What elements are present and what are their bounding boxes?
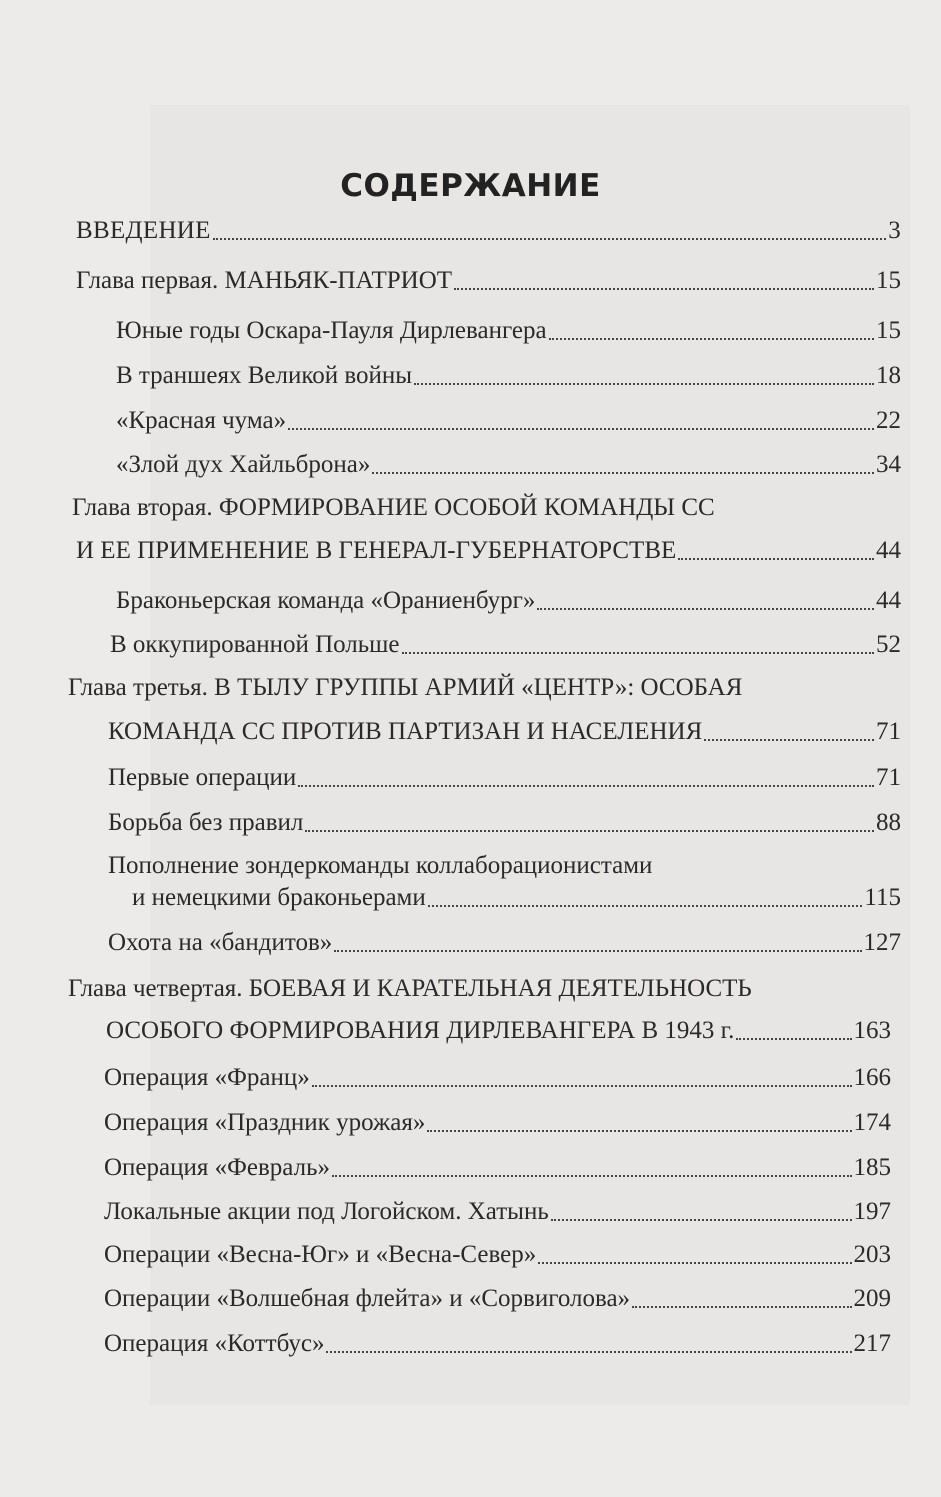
toc-entry-section — [104, 1063, 891, 1093]
leader-dots — [704, 739, 874, 741]
toc-entry-section — [116, 450, 901, 480]
toc-entry-section — [104, 1197, 891, 1227]
toc-page-number: 197 — [853, 1198, 891, 1225]
toc-entry-text: Операции «Весна-Юг» и «Весна-Север» — [104, 1241, 537, 1268]
toc-entry-text: Локальные акции под Логойском. Хатынь — [104, 1198, 549, 1225]
toc-entry-section — [110, 630, 901, 660]
leader-dots — [298, 785, 874, 787]
toc-entry-text: В траншеях Великой войны — [116, 362, 413, 389]
toc-entry-text: И ЕЕ ПРИМЕНЕНИЕ В ГЕНЕРАЛ-ГУБЕРНАТОРСТВЕ — [76, 537, 677, 564]
toc-page-number: 52 — [876, 631, 901, 658]
toc-entry-text: и немецкими браконьерами — [132, 884, 426, 911]
toc-page-number: 127 — [863, 929, 901, 956]
toc-page-number: 22 — [876, 407, 901, 434]
toc-entry-chapter-3 — [108, 717, 901, 747]
leader-dots — [305, 830, 874, 832]
toc-chapter-2-line-1: Глава вторая. ФОРМИРОВАНИЕ ОСОБОЙ КОМАНДЫ СС — [72, 494, 715, 521]
toc-entry-section — [104, 1153, 891, 1183]
leader-dots — [736, 1038, 851, 1040]
leader-dots — [402, 652, 874, 654]
toc-entry-text: ВВЕДЕНИЕ — [76, 217, 211, 244]
toc-page-number: 15 — [876, 317, 901, 344]
toc-entry-chapter-2 — [76, 536, 901, 566]
toc-entry-text: «Злой дух Хайльброна» — [116, 451, 371, 478]
toc-page-number: 203 — [853, 1241, 891, 1268]
leader-dots — [312, 1085, 852, 1087]
leader-dots — [332, 1175, 852, 1177]
toc-page-number: 3 — [888, 217, 901, 244]
toc-entry-section — [104, 1240, 891, 1270]
toc-page-number: 88 — [876, 809, 901, 836]
toc-entry-section — [132, 883, 901, 913]
page-title: СОДЕРЖАНИЕ — [340, 168, 601, 204]
toc-page-number: 163 — [853, 1017, 891, 1044]
toc-page-number: 15 — [876, 267, 901, 294]
toc-entry-section — [108, 928, 901, 958]
toc-entry-section — [116, 586, 901, 616]
toc-entry-text: Юные годы Оскара-Пауля Дирлевангера — [116, 317, 547, 344]
toc-entry-text: Глава первая. МАНЬЯК-ПАТРИОТ — [76, 267, 453, 294]
toc-entry-text: Операция «Коттбус» — [104, 1330, 325, 1357]
leader-dots — [549, 338, 874, 340]
toc-entry-text: Борьба без правил — [108, 809, 304, 836]
toc-entry-section — [108, 808, 901, 838]
toc-page-number: 34 — [876, 451, 901, 478]
toc-entry-section — [104, 1329, 891, 1359]
toc-page-number: 174 — [853, 1109, 891, 1136]
leader-dots — [334, 950, 861, 952]
leader-dots — [427, 1130, 851, 1132]
leader-dots — [632, 1306, 851, 1308]
toc-entry-text: Операция «Февраль» — [104, 1154, 330, 1181]
toc-entry-introduction — [76, 216, 901, 246]
leader-dots — [538, 1262, 851, 1264]
toc-entry-text: Операция «Франц» — [104, 1064, 310, 1091]
leader-dots — [454, 288, 874, 290]
toc-entry-text: «Красная чума» — [116, 407, 287, 434]
toc-entry-text: ОСОБОГО ФОРМИРОВАНИЯ ДИРЛЕВАНГЕРА В 1943 г. — [106, 1017, 735, 1044]
toc-entry-section — [108, 763, 901, 793]
toc-entry-text: КОМАНДА СС ПРОТИВ ПАРТИЗАН И НАСЕЛЕНИЯ — [108, 718, 703, 745]
toc-entry-text: Охота на «бандитов» — [108, 929, 333, 956]
leader-dots — [372, 472, 874, 474]
toc-entry-text: Браконьерская команда «Ораниенбург» — [116, 587, 536, 614]
toc-section-line-1: Пополнение зондеркоманды коллаборационистами — [108, 852, 653, 879]
toc-entry-text: В оккупированной Польше — [110, 631, 400, 658]
toc-entry-text: Операции «Волшебная флейта» и «Сорвиголова» — [104, 1285, 631, 1312]
toc-entry-section — [116, 316, 901, 346]
toc-entry-section — [104, 1108, 891, 1138]
leader-dots — [551, 1219, 852, 1221]
toc-page-number: 44 — [876, 587, 901, 614]
leader-dots — [326, 1351, 851, 1353]
leader-dots — [414, 383, 874, 385]
leader-dots — [428, 905, 863, 907]
toc-entry-text: Первые операции — [108, 764, 297, 791]
toc-page-number: 166 — [853, 1064, 891, 1091]
toc-entry-chapter-1 — [76, 266, 901, 296]
toc-entry-section — [116, 361, 901, 391]
toc-page-number: 209 — [853, 1285, 891, 1312]
leader-dots — [537, 608, 874, 610]
toc-page-number: 18 — [876, 362, 901, 389]
toc-entry-chapter-4 — [106, 1016, 891, 1046]
toc-entry-section — [104, 1284, 891, 1314]
toc-page-number: 217 — [853, 1330, 891, 1357]
toc-chapter-3-line-1: Глава третья. В ТЫЛУ ГРУППЫ АРМИЙ «ЦЕНТР»: ОСОБАЯ — [68, 674, 743, 701]
toc-page-number: 115 — [864, 884, 901, 911]
leader-dots — [678, 558, 874, 560]
toc-page-number: 71 — [876, 764, 901, 791]
toc-entry-section — [116, 406, 901, 436]
toc-chapter-4-line-1: Глава четвертая. БОЕВАЯ И КАРАТЕЛЬНАЯ ДЕЯТЕЛЬНОСТЬ — [68, 975, 752, 1002]
toc-page-number: 44 — [876, 537, 901, 564]
leader-dots — [213, 238, 886, 240]
toc-page-number: 185 — [853, 1154, 891, 1181]
toc-entry-text: Операция «Праздник урожая» — [104, 1109, 426, 1136]
leader-dots — [288, 428, 874, 430]
toc-page-number: 71 — [876, 718, 901, 745]
